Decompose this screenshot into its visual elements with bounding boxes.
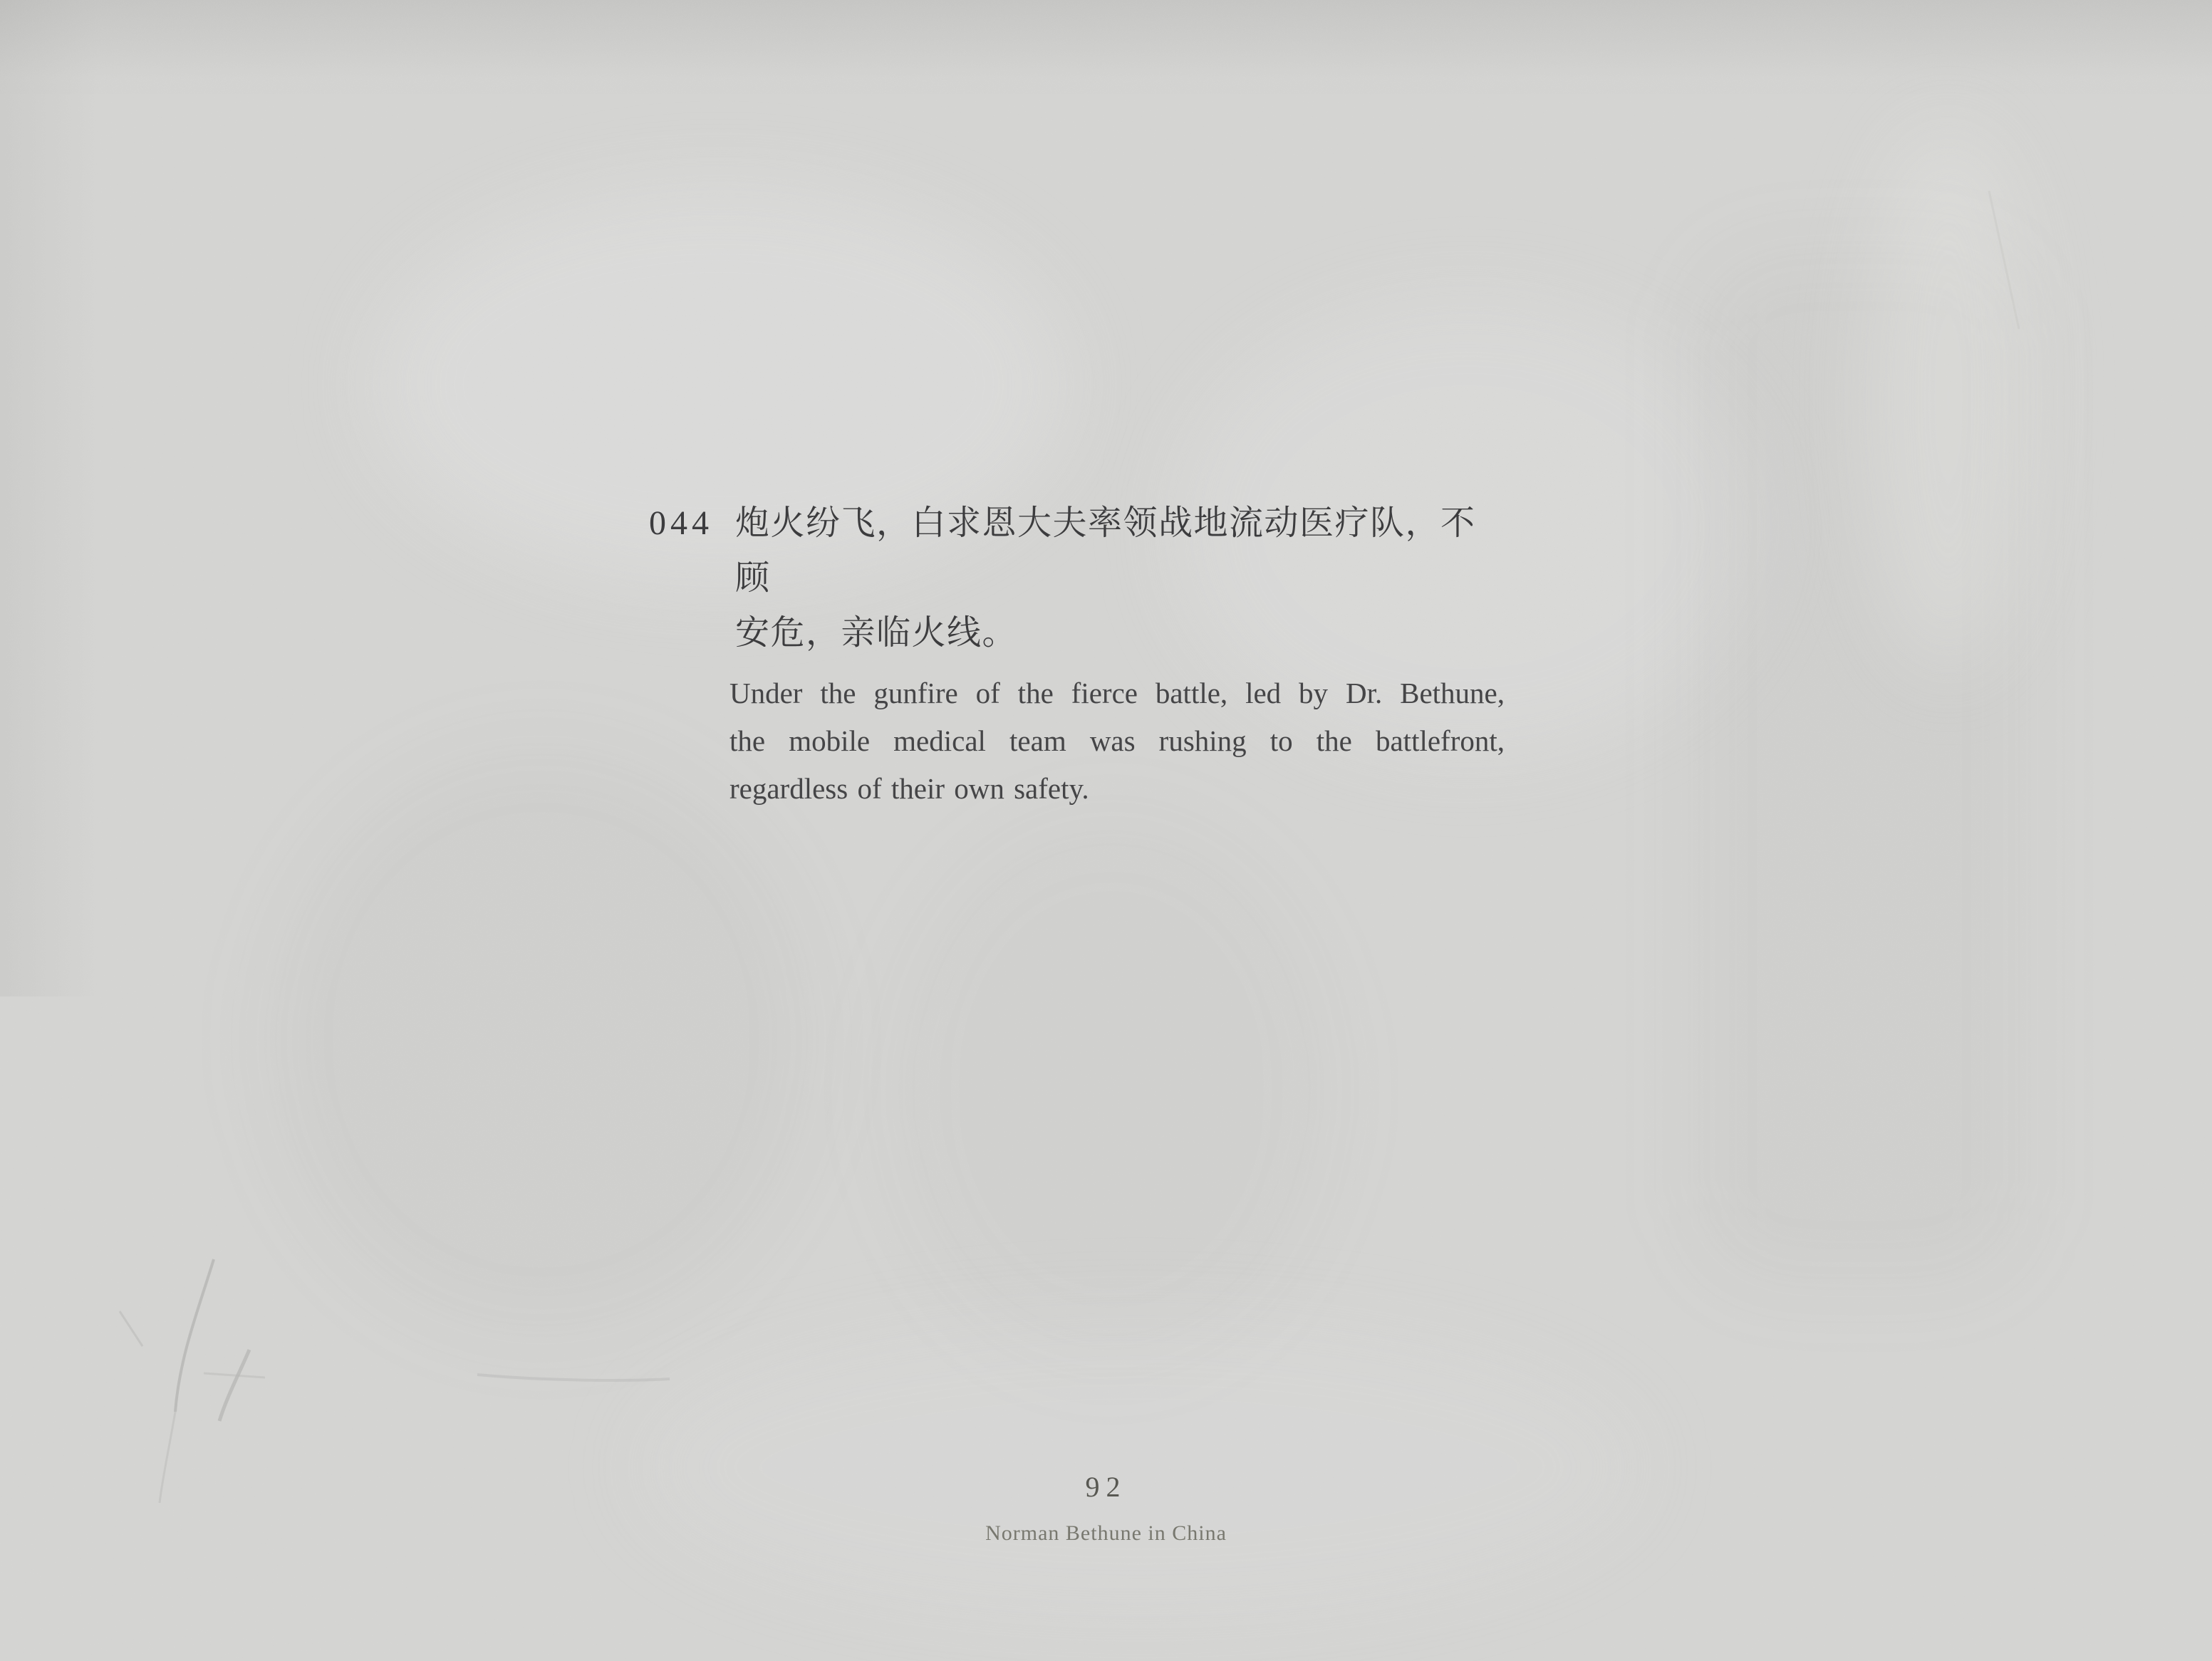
book-title: Norman Bethune in China: [985, 1521, 1227, 1545]
caption-zh-text: [735, 496, 1508, 660]
caption-zh-line-1: 炮火纷飞，白求恩大夫率领战地流动医疗队，不顾: [735, 504, 1476, 597]
bleedthrough-ghost-patch: [1866, 128, 2030, 670]
caption-en-line-1: Under the gunfire of the fierce battle, led by Dr. Bethune,: [729, 677, 1505, 709]
caption-en-line-3: regardless of their own safety.: [729, 772, 1089, 805]
bleedthrough-ghost-patch: [271, 748, 812, 1332]
page-number: 92: [1085, 1471, 1127, 1503]
caption-zh-block: [649, 496, 1508, 660]
caption-zh-line-2: 安危，亲临火线。: [735, 614, 1018, 652]
page-left-shading: [0, 0, 100, 996]
bleedthrough-ghost-patch: [890, 819, 1332, 1360]
caption-en-block: [729, 670, 1505, 813]
page-top-shading: [0, 0, 2212, 78]
caption-number: 044: [649, 504, 713, 542]
caption-en-line-2: the mobile medical team was rushing to the battlefront,: [729, 724, 1505, 757]
bleedthrough-ghost-patch: [641, 1318, 1639, 1617]
